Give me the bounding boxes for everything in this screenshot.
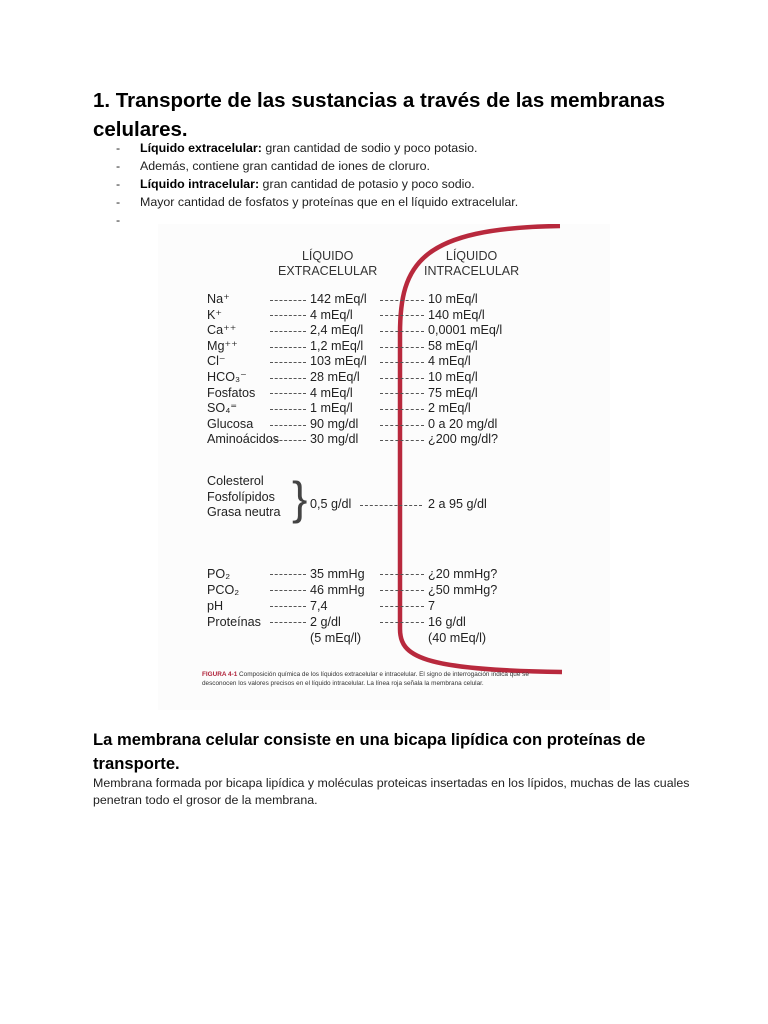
intra-value: 2 mEq/l [428,401,471,416]
gas-intra: (40 mEq/l) [428,631,487,645]
intra-value: 0,0001 mEq/l [428,323,503,338]
extra-value: 4 mEq/l [310,307,353,322]
gas-extra-values [310,566,365,646]
leader-dash [270,606,306,607]
section-heading: 1. Transporte de las sustancias a través de las membranas celulares. [93,89,666,141]
intra-value: ¿200 mg/dl? [428,432,499,447]
leader-dash [380,622,424,623]
lipid-label: Colesterol [207,474,264,488]
gas-extra: 46 mmHg [310,583,365,597]
ion-label: Cl⁻ [207,354,226,369]
lipid-label: Fosfolípidos [207,489,275,504]
leader-dash [380,393,424,394]
gas-label: PO₂ [207,567,231,581]
figure-caption: FIGURA 4-1 Composición química de los líquidos extracelular e intracelular. El signo de interrogación indica que se desconocen los valores precisos en el líquido intracelular. La línea roja señala la membrana celular. [202,671,529,688]
gas-label [207,630,261,646]
curly-brace: } [292,472,308,524]
lipid-intra-value: 2 a 95 g/dl [428,497,487,511]
leader-dash [380,331,424,332]
gas-label: pH [207,599,224,613]
extra-value: 1 mEq/l [310,401,353,416]
leader-dash [270,300,306,301]
document-page: 1. Transporte de las sustancias a través de las membranas celulares. - Líquido extracelular: gran cantidad de sodio y poco potasio. - Además, contiene gran cantidad de iones de cloruro. - Líquido intracelular: gran cantidad de potasio y poco sodio. - Mayor cantidad de fosfatos y proteínas que en el líquido extracelular. - LÍQUIDO EXTRACELULAR LÍQUIDO INTRACELULAR Na⁺ K⁺ Ca⁺⁺ Mg⁺⁺ Cl⁻ HCO₃⁻ Fosfatos SO₄⁼ Glucosa Aminoácidos 142 mEq/l 4 mEq/l 2,4 mEq/l 1,2 mEq/l 103 mEq/l 28 mEq/l 4 mEq/l 1 mEq/l 90 mg/dl 30 mg/dl 10 mEq/l 140 mEq/l 0,0001 mEq/l 58 mEq/l 4 mEq/l 10 mEq/l 75 mEq/l 2 mEq/l 0 a 20 mg/dl ¿200 mg/dl? Colesterol Fosfolípidos Grasa neutra } 0,5 g/dl 2 a 95 g/dl PO₂ PCO₂ pH Proteínas 35 mmHg 46 mmHg 7,4 2 g/dl (5 mEq/l) ¿20 mmHg? ¿50 mmHg? 7 16 g/dl (40 mEq/l) FIGURA 4-1 Composición química de los líquidos extracelular e intracelular. El signo de interrogación indica que se desconocen los valores precisos en el líquido intracelular. La línea roja señala la membrana celular. La membrana celular consiste en una bicapa lipídica con proteínas de transporte. Membrana formada por bicapa lipídica y moléculas proteicas insertadas en los lípidos, muchas de las cuales penetran todo el grosor de la membrana. [0,0,768,1024]
lipid-label: Grasa neutra [207,505,281,520]
gas-extra: 35 mmHg [310,567,365,581]
ion-label: SO₄⁼ [207,401,237,416]
intracellular-values [428,292,502,448]
leader-dash [270,362,306,363]
gas-intra: ¿20 mmHg? [428,567,498,581]
section-heading-membrane: La membrana celular consiste en una bicapa lipídica con proteínas de transporte. [93,730,646,773]
extra-value: 142 mEq/l [310,292,367,306]
leader-dash [380,590,424,591]
extra-value: 30 mg/dl [310,432,359,447]
leader-dash [270,409,306,410]
header-intracellular: LÍQUIDO INTRACELULAR [424,249,520,278]
intra-value: 4 mEq/l [428,354,471,369]
intra-value: 140 mEq/l [428,307,485,322]
gas-labels [207,566,261,646]
gas-intra-values [428,566,497,646]
gas-intra: 7 [428,599,436,613]
leader-dash [270,574,306,575]
ion-labels [207,292,279,448]
leader-dash [380,300,424,301]
leader-dash [270,440,306,441]
leader-dash [380,440,424,441]
extra-value: 1,2 mEq/l [310,338,364,353]
extracellular-values [310,292,367,448]
leader-dash [380,425,424,426]
leader-dash [270,622,306,623]
gas-extra: (5 mEq/l) [310,631,362,645]
intra-value: 10 mEq/l [428,292,478,306]
lipid-labels [207,474,281,521]
leader-dash [380,347,424,348]
intra-value: 75 mEq/l [428,385,478,400]
gas-extra: 2 g/dl [310,615,341,629]
leader-dash [270,378,306,379]
ion-label: Aminoácidos [207,432,280,447]
leader-dash [380,378,424,379]
leader-dash [270,347,306,348]
intra-value: 58 mEq/l [428,338,478,353]
body-paragraph: Membrana formada por bicapa lipídica y moléculas proteicas insertadas en los lípidos, muchas de las cuales penetran todo el grosor de la membrana. [93,776,690,807]
leader-dash [270,393,306,394]
ion-label: K⁺ [207,307,223,322]
leader-dash [270,425,306,426]
lipid-extra-value: 0,5 g/dl [310,497,352,511]
leader-dash [380,362,424,363]
gas-extra: 7,4 [310,599,328,613]
leader-dash [380,315,424,316]
extra-value: 2,4 mEq/l [310,323,364,338]
extra-value: 28 mEq/l [310,369,360,384]
leader-dash [380,574,424,575]
fluid-composition-figure [158,224,610,710]
ion-label: HCO₃⁻ [207,369,247,384]
leader-dash [270,590,306,591]
header-extracellular: LÍQUIDO EXTRACELULAR [278,249,378,278]
leader-dash [380,606,424,607]
ion-label: Glucosa [207,416,254,431]
leader-dash [380,409,424,410]
ion-label: Ca⁺⁺ [207,323,237,338]
ion-label: Fosfatos [207,385,256,400]
extra-value: 4 mEq/l [310,385,353,400]
ion-label: Na⁺ [207,292,230,306]
gas-intra: ¿50 mmHg? [428,583,498,597]
intra-value: 10 mEq/l [428,369,478,384]
gas-label: PCO₂ [207,583,240,597]
extra-value: 103 mEq/l [310,354,367,369]
extra-value: 90 mg/dl [310,416,359,431]
gas-label: Proteínas [207,615,261,629]
leader-dash [270,331,306,332]
leader-dash [360,505,422,506]
ion-label: Mg⁺⁺ [207,338,238,353]
leader-dash [270,315,306,316]
intra-value: 0 a 20 mg/dl [428,416,498,431]
gas-intra: 16 g/dl [428,615,466,629]
